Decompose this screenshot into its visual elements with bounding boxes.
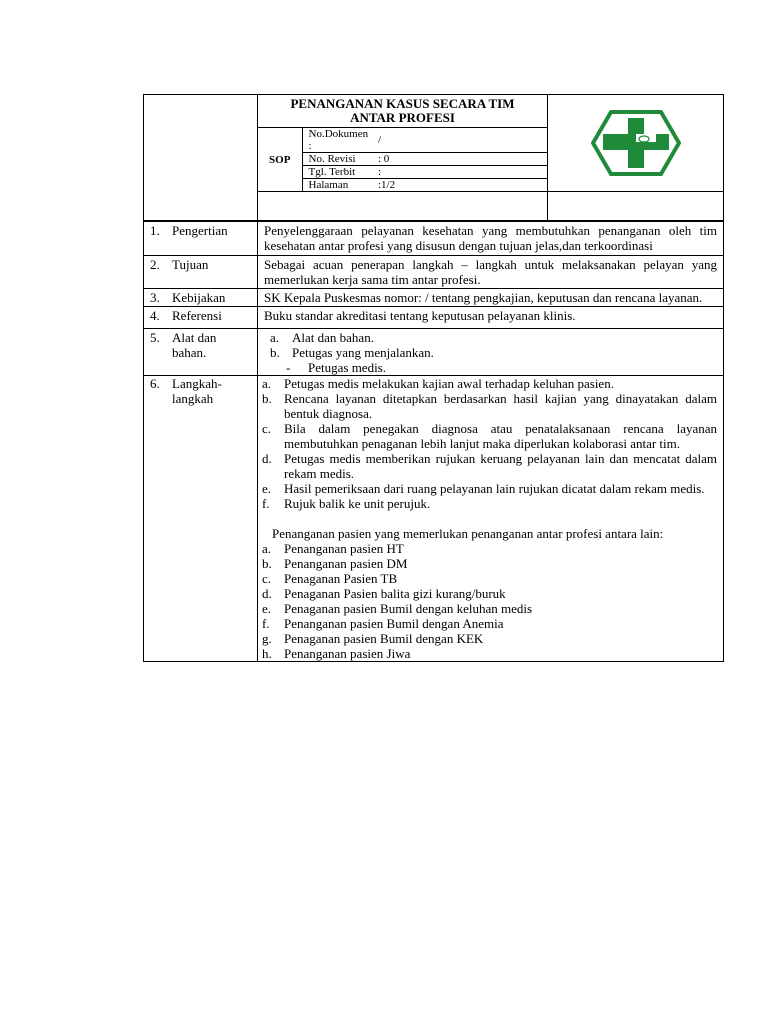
row-number: 3. xyxy=(150,290,160,305)
list-text: Bila dalam penegakan diagnosa atau penatalaksanaan rencana layanan membutuhkan penaganan lebih lanjut maka diperlukan kolaborasi antar tim. xyxy=(284,421,717,451)
row-text: Penyelenggaraan pelayanan kesehatan yang membutuhkan penanganan oleh tim kesehatan antar profesi yang disusun dengan tujuan jelas,dan terkoordinasi xyxy=(258,222,724,256)
sop-body xyxy=(143,221,724,662)
row-referensi xyxy=(144,307,724,329)
header-blank-cell xyxy=(144,95,258,221)
label-line: Langkah- xyxy=(172,376,222,391)
list-marker: h. xyxy=(262,646,272,661)
row-kebijakan xyxy=(144,289,724,307)
list-text: Penanganan pasien Bumil dengan Anemia xyxy=(284,616,504,631)
case-item xyxy=(262,631,717,646)
list-text: Hasil pemeriksaan dari ruang pelayanan lain rujukan dicatat dalam rekam medis. xyxy=(284,481,705,496)
list-marker: f. xyxy=(262,616,270,631)
title-line-2: ANTAR PROFESI xyxy=(350,110,455,125)
list-text: Alat dan bahan. xyxy=(292,330,374,345)
list-text: Petugas medis. xyxy=(308,360,386,375)
case-item xyxy=(262,556,717,571)
step-item xyxy=(262,451,717,481)
label-line: langkah xyxy=(172,391,214,406)
document-title xyxy=(258,95,547,127)
list-marker: d. xyxy=(262,451,272,466)
row-text: Buku standar akreditasi tentang keputusan pelayanan klinis. xyxy=(258,307,724,329)
header-blank-cell-3 xyxy=(548,192,724,221)
list-marker: b. xyxy=(262,556,272,571)
list-text: Penanganan pasien HT xyxy=(284,541,404,556)
case-item xyxy=(262,586,717,601)
case-item xyxy=(262,541,717,556)
row-number: 1. xyxy=(150,223,160,238)
row-tujuan xyxy=(144,256,724,289)
list-text: Petugas medis memberikan rujukan keruang pelayanan lain dan mencatat dalam rekam medis. xyxy=(284,451,717,481)
cases-intro: Penanganan pasien yang memerlukan penanganan antar profesi antara lain: xyxy=(272,526,664,541)
step-item xyxy=(262,481,717,496)
list-marker: b. xyxy=(270,345,280,360)
row-number: 5. xyxy=(150,330,160,345)
meta-value: : 0 xyxy=(372,153,547,166)
list-marker: a. xyxy=(270,330,280,345)
case-item xyxy=(262,601,717,616)
meta-value: :1/2 xyxy=(372,179,547,192)
row-text: Sebagai acuan penerapan langkah – langkah untuk melaksanakan pelayan yang memerlukan kerja sama tim antar profesi. xyxy=(258,256,724,289)
row-label: Kebijakan xyxy=(172,290,226,305)
row-langkah xyxy=(144,376,724,662)
case-item xyxy=(262,646,717,661)
meta-label: No. Revisi xyxy=(302,153,372,166)
list-text: Penanganan pasien Jiwa xyxy=(284,646,411,661)
list-text: Penanganan pasien DM xyxy=(284,556,408,571)
case-item xyxy=(262,571,717,586)
meta-label: Tgl. Terbit xyxy=(302,166,372,179)
row-label: Referensi xyxy=(172,308,222,323)
list-marker: c. xyxy=(262,421,272,436)
row-number: 4. xyxy=(150,308,160,323)
meta-label: Halaman xyxy=(302,179,372,192)
list-marker: d. xyxy=(262,586,272,601)
list-marker: a. xyxy=(262,541,272,556)
case-item xyxy=(262,616,717,631)
list-text: Penaganan Pasien TB xyxy=(284,571,398,586)
row-alat-bahan xyxy=(144,329,724,376)
puskesmas-logo-icon xyxy=(591,110,681,176)
label-line: bahan. xyxy=(172,345,207,360)
step-item xyxy=(262,391,717,421)
step-item xyxy=(262,496,717,511)
meta-table xyxy=(258,127,547,191)
sop-label: SOP xyxy=(258,128,302,192)
row-label xyxy=(172,330,216,360)
row-label xyxy=(172,376,222,406)
row-label: Pengertian xyxy=(172,223,228,238)
list-item xyxy=(270,345,717,360)
list-text: Penaganan pasien Bumil dengan keluhan medis xyxy=(284,601,533,616)
step-item xyxy=(262,376,717,391)
list-text: Rujuk balik ke unit perujuk. xyxy=(284,496,431,511)
list-marker: c. xyxy=(262,571,272,586)
list-marker: - xyxy=(286,360,291,375)
step-item xyxy=(262,421,717,451)
meta-value: : xyxy=(372,166,547,179)
list-text: Petugas yang menjalankan. xyxy=(292,345,434,360)
list-text: Penaganan pasien Bumil dengan KEK xyxy=(284,631,484,646)
list-marker: e. xyxy=(262,601,272,616)
list-text: Rencana layanan ditetapkan berdasarkan hasil kajian yang dinayatakan dalam bentuk diagnosa. xyxy=(284,391,717,421)
list-marker: e. xyxy=(262,481,272,496)
meta-label: No.Dokumen : xyxy=(302,128,372,153)
list-marker: b. xyxy=(262,391,272,406)
document-header xyxy=(143,94,724,221)
sop-document xyxy=(143,94,723,662)
logo-cell xyxy=(548,95,724,192)
list-marker: g. xyxy=(262,631,272,646)
list-text: Penaganan Pasien balita gizi kurang/buruk xyxy=(284,586,506,601)
row-number: 6. xyxy=(150,376,160,391)
list-marker: a. xyxy=(262,376,272,391)
list-text: Petugas medis melakukan kajian awal terhadap keluhan pasien. xyxy=(284,376,614,391)
list-item xyxy=(270,360,717,375)
meta-value: / xyxy=(372,128,547,153)
row-label: Tujuan xyxy=(172,257,209,272)
row-pengertian xyxy=(144,222,724,256)
header-blank-cell-2 xyxy=(258,192,548,221)
title-block xyxy=(258,95,548,192)
title-line-1: PENANGANAN KASUS SECARA TIM xyxy=(290,96,515,111)
list-marker: f. xyxy=(262,496,270,511)
row-text: SK Kepala Puskesmas nomor: / tentang pengkajian, keputusan dan rencana layanan. xyxy=(258,289,724,307)
list-item xyxy=(270,330,717,345)
row-number: 2. xyxy=(150,257,160,272)
label-line: Alat dan xyxy=(172,330,217,345)
